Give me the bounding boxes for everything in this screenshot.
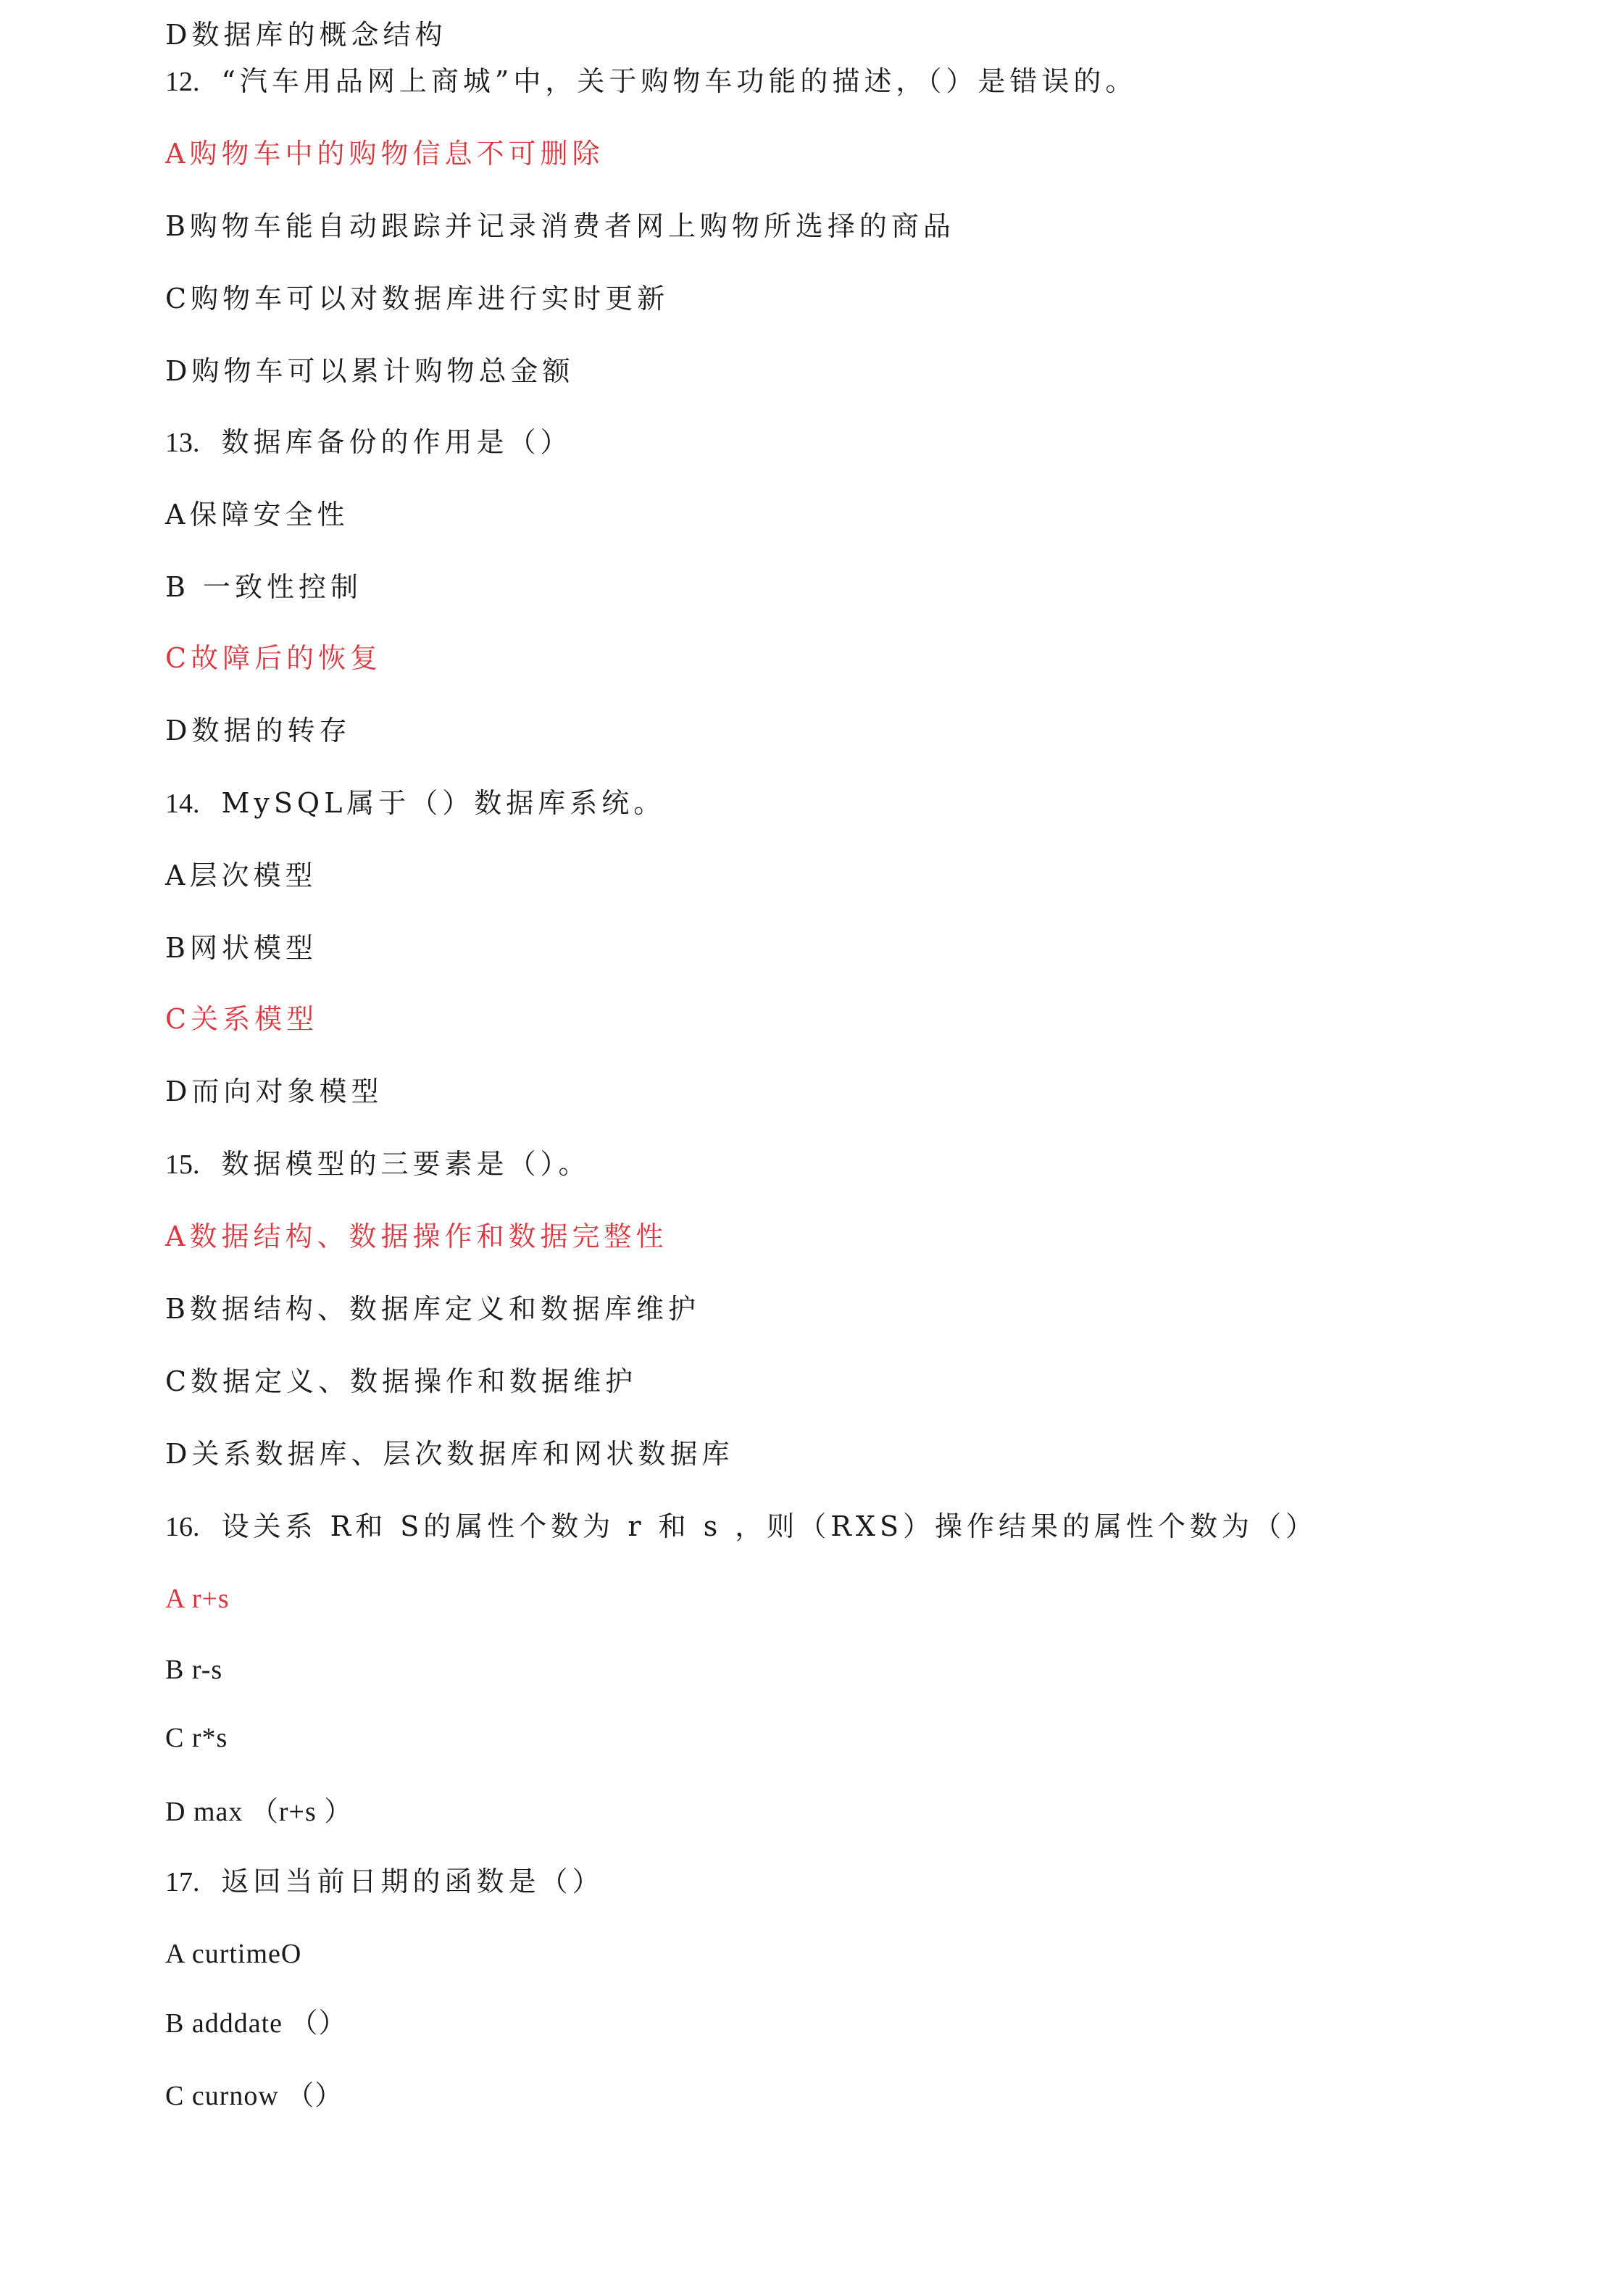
question-14-option-a [165, 857, 317, 894]
question-15-option-b [165, 1290, 700, 1328]
option-text: B 一致性控制 [165, 571, 363, 603]
option-text: B购物车能自动跟踪并记录消费者网上购物所选择的商品 [165, 210, 955, 242]
question-12-option-d [165, 352, 574, 390]
question-15-option-d [165, 1435, 733, 1473]
question-12-option-b [165, 207, 955, 245]
question-13-stem [165, 423, 572, 462]
option-text: D数据库的概念结构 [165, 19, 447, 51]
question-number: 12. [165, 67, 200, 97]
question-15-option-a-answer [165, 1218, 667, 1255]
option-text: D max （r+s ） [165, 1797, 353, 1827]
question-16-option-c [165, 1719, 228, 1757]
option-text: A curtimeO [165, 1939, 302, 1969]
option-text: B r-s [165, 1655, 223, 1685]
question-16-option-b [165, 1651, 222, 1689]
option-text: A数据结构、数据操作和数据完整性 [165, 1220, 668, 1252]
option-text: D关系数据库、层次数据库和网状数据库 [165, 1438, 734, 1470]
option-text: C r*s [165, 1723, 228, 1753]
question-text: “汽车用品网上商城”中，关于购物车功能的描述，（）是错误的。 [221, 65, 1138, 97]
question-16-stem [165, 1507, 1317, 1546]
question-text: MySQL属于（）数据库系统。 [221, 787, 666, 819]
question-number: 17. [165, 1867, 200, 1897]
question-13-option-b [165, 568, 362, 606]
question-12-stem [165, 62, 1137, 101]
question-14-option-b [165, 929, 317, 967]
question-17-option-c [165, 2077, 343, 2115]
question-text: 返回当前日期的函数是（） [221, 1865, 604, 1897]
option-text: A保障安全性 [165, 499, 349, 531]
option-text: B网状模型 [165, 932, 317, 964]
question-17-stem [165, 1863, 604, 1901]
question-number: 14. [165, 789, 200, 819]
question-17-option-a [165, 1935, 301, 1973]
question-text: 数据模型的三要素是（）。 [221, 1148, 591, 1180]
question-16-option-a-answer [165, 1580, 230, 1618]
option-text: C关系模型 [165, 1003, 319, 1035]
option-text: C故障后的恢复 [165, 642, 383, 674]
question-15-option-c [165, 1363, 637, 1400]
option-text: A层次模型 [165, 860, 317, 891]
question-17-option-b [165, 2005, 347, 2042]
option-text: D而向对象模型 [165, 1076, 383, 1107]
question-number: 15. [165, 1149, 200, 1180]
option-text: A r+s [165, 1584, 230, 1614]
option-text: B adddate （） [165, 2008, 347, 2039]
question-15-stem [165, 1145, 591, 1184]
question-text: 设关系 R和 S的属性个数为 r 和 s ，则（RXS）操作结果的属性个数为（） [221, 1510, 1317, 1542]
question-13-option-d [165, 712, 351, 749]
question-14-option-c-answer [165, 1000, 318, 1038]
question-11-option-d [165, 16, 446, 54]
option-text: B数据结构、数据库定义和数据库维护 [165, 1293, 700, 1325]
question-number: 16. [165, 1512, 200, 1542]
option-text: D购物车可以累计购物总金额 [165, 355, 575, 387]
option-text: C数据定义、数据操作和数据维护 [165, 1365, 638, 1397]
option-text: D数据的转存 [165, 715, 351, 746]
question-text: 数据库备份的作用是（） [221, 426, 572, 458]
question-12-option-c [165, 280, 669, 317]
option-text: C curnow （） [165, 2081, 343, 2111]
question-14-option-d [165, 1073, 383, 1110]
question-14-stem [165, 784, 665, 823]
question-13-option-c-answer [165, 639, 382, 677]
question-12-option-a-answer [165, 135, 604, 172]
question-16-option-d [165, 1793, 352, 1831]
question-number: 13. [165, 428, 200, 458]
question-13-option-a [165, 496, 349, 533]
option-text: A购物车中的购物信息不可删除 [165, 138, 604, 170]
option-text: C购物车可以对数据库进行实时更新 [165, 283, 670, 315]
